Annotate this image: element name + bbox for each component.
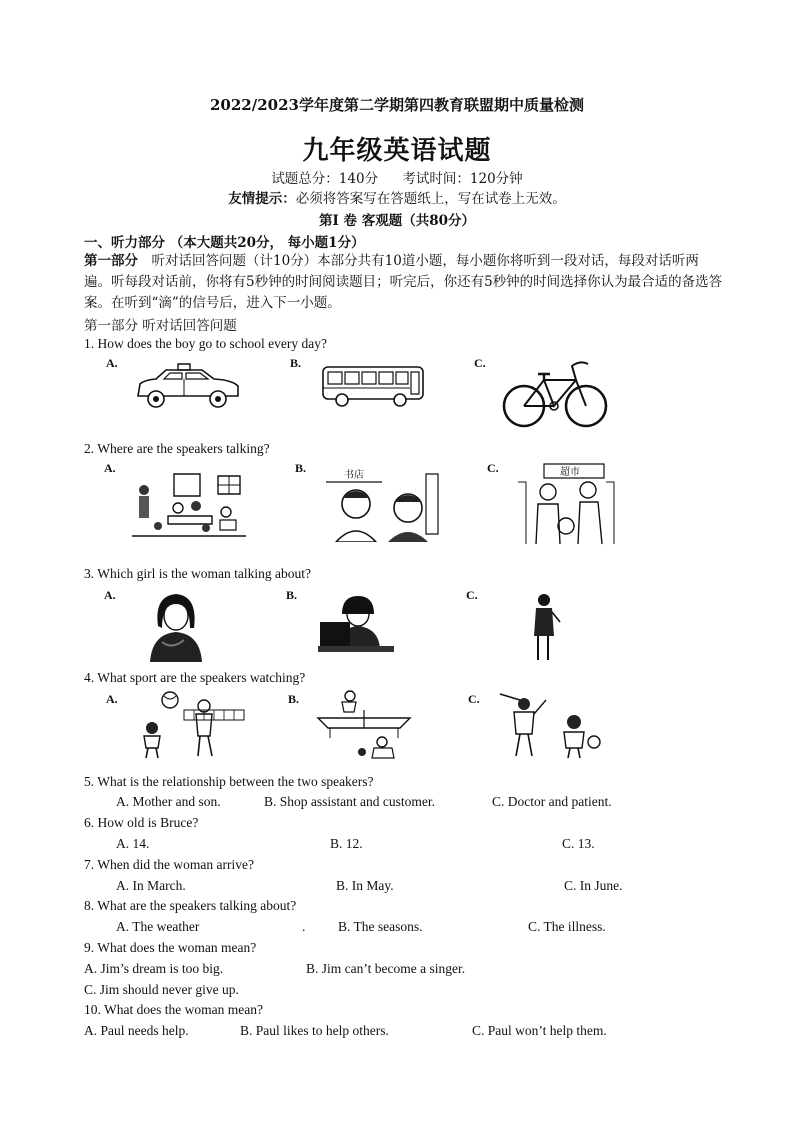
q1-label-a: A. — [106, 356, 118, 370]
question-4: 4. What sport are the speakers watching? — [84, 670, 306, 685]
q4-label-a: A. — [106, 692, 118, 706]
taxi-image — [132, 362, 244, 412]
q7-option-a: A. In March. — [116, 878, 186, 893]
q8-option-a: A. The weather — [116, 919, 200, 934]
q5-option-c: C. Doctor and patient. — [492, 794, 612, 809]
question-1: 1. How does the boy go to school every day? — [84, 336, 327, 351]
q5-option-b: B. Shop assistant and customer. — [264, 794, 435, 809]
q3-label-a: A. — [104, 588, 116, 602]
question-5: 5. What is the relationship between the two speakers? — [84, 774, 374, 789]
q4-label-c: C. — [468, 692, 480, 706]
bookstore-image — [322, 464, 442, 542]
q8-option-b: B. The seasons. — [338, 919, 423, 934]
q6-option-b: B. 12. — [330, 836, 363, 851]
q4-label-b: B. — [288, 692, 300, 706]
q9-option-b: B. Jim can’t become a singer. — [306, 961, 466, 976]
q3-label-b: B. — [286, 588, 298, 602]
exam-header: 2022/2023学年度第二学期第四教育联盟期中质量检测 — [210, 96, 584, 114]
q2-label-a: A. — [104, 461, 116, 475]
instructions-text: 听对话回答问题（计10分）本部分共有10道小题，每小题你将听到一段对话，每段对话听两遍。听每段对话前，你将有5秒钟的时间阅读题目；听完后，你还有5秒钟的时间选择你认为最合适的备选答案。在听到“滴”的信号后，进入下一小题。 — [84, 253, 723, 311]
girl-standing-image — [528, 592, 562, 666]
volleyball-image — [134, 690, 246, 760]
tip-label: 友情提示： — [228, 191, 296, 207]
q10-option-a: A. Paul needs help. — [84, 1023, 189, 1038]
instructions-label: 第一部分 — [84, 253, 138, 269]
table-tennis-image — [316, 688, 412, 760]
girl-computer-image — [318, 592, 394, 658]
q7-option-b: B. In May. — [336, 878, 394, 893]
bookstore-sign: 书店 — [344, 470, 364, 481]
part-title: 第Ⅰ 卷 客观题（共80分） — [318, 213, 475, 229]
subsection-heading: 第一部分 听对话回答问题 — [84, 318, 237, 334]
q6-option-c: C. 13. — [562, 836, 595, 851]
friendly-tip — [0, 187, 794, 207]
girl-long-hair-image — [142, 590, 208, 662]
q8-option-c: C. The illness. — [528, 919, 606, 934]
q9-option-c: C. Jim should never give up. — [84, 982, 239, 997]
q10-option-b: B. Paul likes to help others. — [240, 1023, 389, 1038]
total-score: 试题总分：140分 — [271, 171, 379, 187]
question-6: 6. How old is Bruce? — [84, 815, 199, 830]
market-image — [514, 462, 616, 546]
question-2: 2. Where are the speakers talking? — [84, 441, 270, 456]
instructions — [84, 251, 724, 314]
exam-meta — [0, 167, 794, 187]
q6-option-a: A. 14. — [116, 836, 150, 851]
page-title: 九年级英语试题 — [302, 136, 492, 166]
q2-label-c: C. — [487, 461, 499, 475]
tip-text: 必须将答案写在答题纸上，写在试卷上无效。 — [295, 191, 566, 207]
section-heading: 一、听力部分 （本大题共20分， 每小题1分） — [84, 235, 365, 251]
question-3: 3. Which girl is the woman talking about? — [84, 566, 311, 581]
q10-option-c: C. Paul won’t help them. — [472, 1023, 607, 1038]
q9-option-a: A. Jim’s dream is too big. — [84, 961, 224, 976]
question-7: 7. When did the woman arrive? — [84, 857, 254, 872]
q1-label-c: C. — [474, 356, 486, 370]
q1-label-b: B. — [290, 356, 302, 370]
q3-label-c: C. — [466, 588, 478, 602]
bus-image — [320, 364, 426, 408]
bicycle-image — [500, 354, 610, 430]
market-sign: 超市 — [560, 467, 580, 478]
q7-option-c: C. In June. — [564, 878, 623, 893]
q2-label-b: B. — [295, 461, 307, 475]
question-9: 9. What does the woman mean? — [84, 940, 257, 955]
question-10: 10. What does the woman mean? — [84, 1002, 263, 1017]
basketball-image — [494, 690, 606, 760]
exam-time: 考试时间：120分钟 — [402, 171, 523, 187]
classroom-image — [128, 466, 250, 542]
q8-stray-mark: . — [302, 919, 306, 934]
question-8: 8. What are the speakers talking about? — [84, 898, 297, 913]
q5-option-a: A. Mother and son. — [116, 794, 221, 809]
